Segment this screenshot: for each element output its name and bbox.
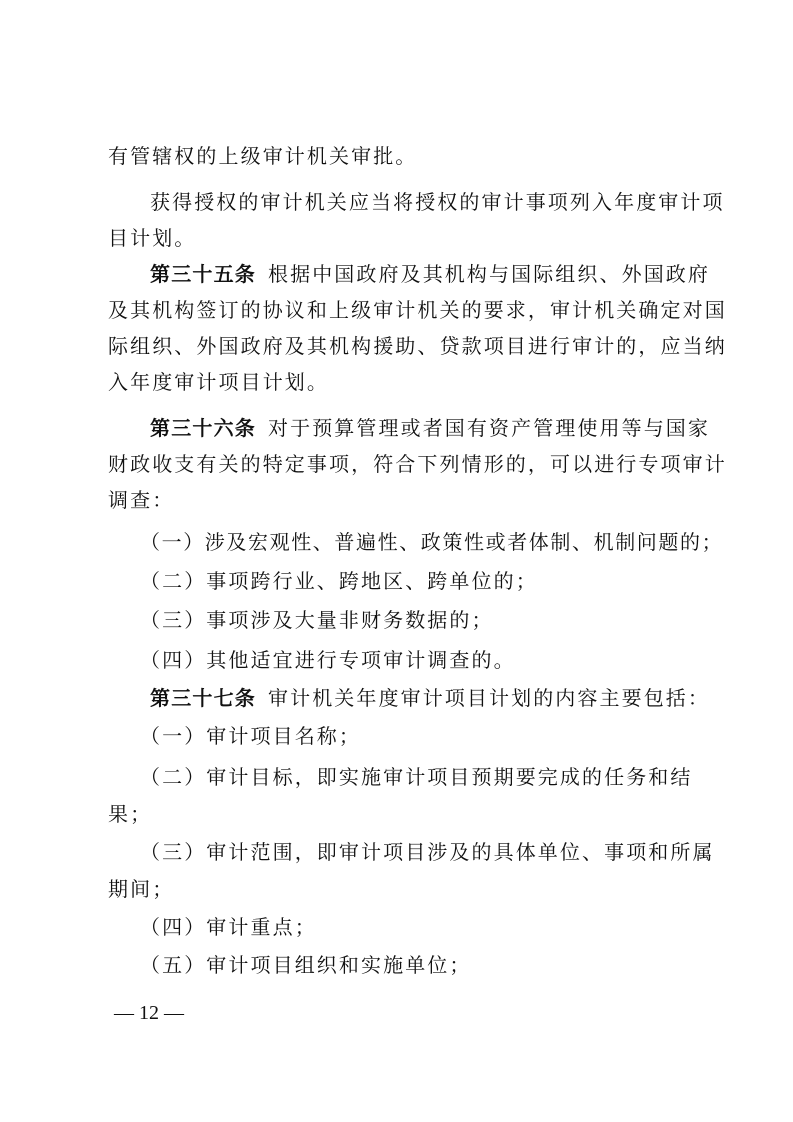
paragraph-line: 财政收支有关的特定事项，符合下列情形的，可以进行专项审计 — [108, 452, 727, 476]
article-35-line — [150, 262, 710, 286]
article-36-heading: 第三十六条 — [150, 416, 256, 440]
paragraph-line: 入年度审计项目计划。 — [108, 370, 329, 394]
article-35-heading: 第三十五条 — [150, 262, 256, 286]
paragraph-text: 对于预算管理或者国有资产管理使用等与国家 — [268, 416, 710, 440]
paragraph-line: 获得授权的审计机关应当将授权的审计事项列入年度审计项 — [150, 190, 725, 214]
list-item: （三）审计范围，即审计项目涉及的具体单位、事项和所属 — [140, 840, 715, 864]
paragraph-line: 际组织、外国政府及其机构援助、贷款项目进行审计的，应当纳 — [108, 334, 727, 358]
paragraph-line: 及其机构签订的协议和上级审计机关的要求，审计机关确定对国 — [108, 298, 727, 322]
list-item: （四）其他适宜进行专项审计调查的。 — [140, 648, 516, 672]
list-item: （一）涉及宏观性、普遍性、政策性或者体制、机制问题的； — [140, 530, 724, 554]
paragraph-line: 目计划。 — [108, 226, 197, 250]
article-36-line — [150, 416, 710, 440]
list-item: （二）事项跨行业、跨地区、跨单位的； — [140, 569, 538, 593]
list-item: （三）事项涉及大量非财务数据的； — [140, 608, 494, 632]
page-number: — 12 — — [114, 1002, 184, 1024]
paragraph-text: 审计机关年度审计项目计划的内容主要包括： — [268, 686, 710, 710]
paragraph-line: 期间； — [108, 877, 175, 901]
paragraph-line: 有管辖权的上级审计机关审批。 — [108, 144, 418, 168]
list-item: （四）审计重点； — [140, 915, 317, 939]
list-item: （一）审计项目名称； — [140, 724, 361, 748]
list-item: （五）审计项目组织和实施单位； — [140, 953, 472, 977]
list-item: （二）审计目标，即实施审计项目预期要完成的任务和结 — [140, 765, 693, 789]
paragraph-text: 根据中国政府及其机构与国际组织、外国政府 — [268, 262, 710, 286]
article-37-heading: 第三十七条 — [150, 686, 256, 710]
article-37-line — [150, 686, 710, 710]
paragraph-line: 调查： — [108, 488, 175, 512]
paragraph-line: 果； — [108, 802, 153, 826]
